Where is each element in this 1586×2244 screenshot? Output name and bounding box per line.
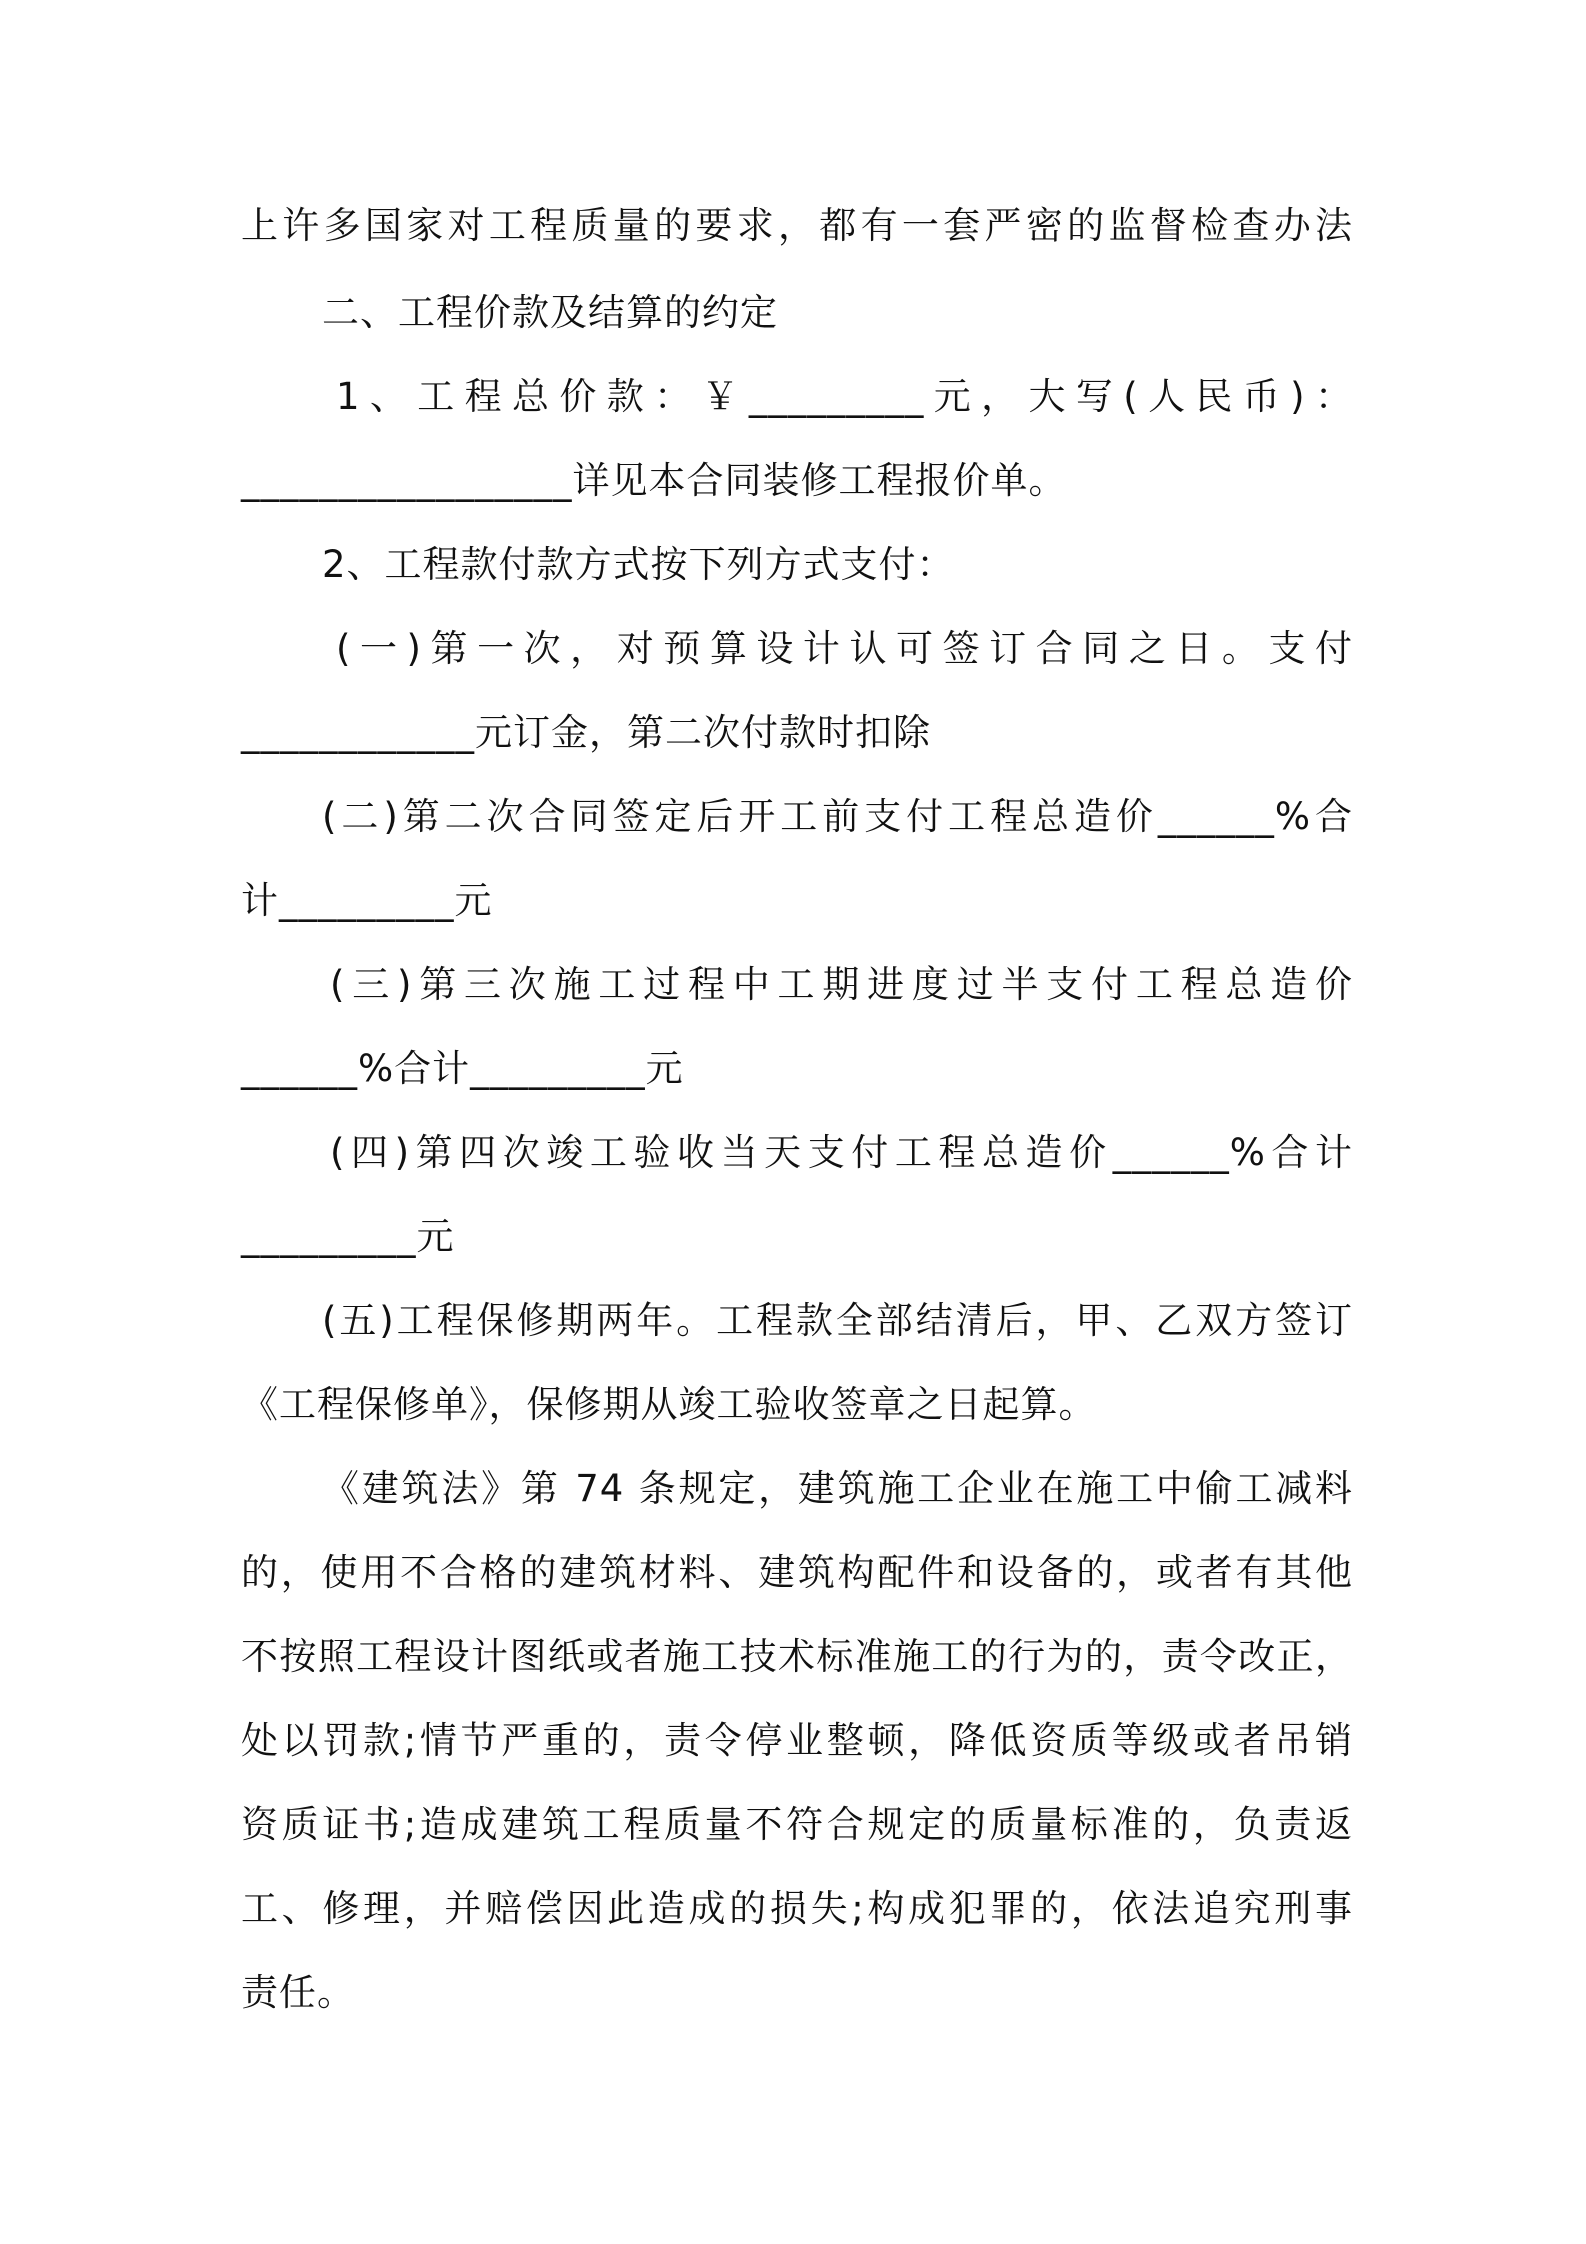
text-line-payment-4: (四)第四次竣工验收当天支付工程总造价______%合计: [330, 1131, 1353, 1174]
text-line-payment-3-cont: ______%合计_________元: [241, 1047, 684, 1090]
text-line-law-6: 工、修理，并赔偿因此造成的损失;构成犯罪的，依法追究刑事: [241, 1887, 1353, 1930]
text-line-law-5: 资质证书;造成建筑工程质量不符合规定的质量标准的，负责返: [241, 1803, 1353, 1846]
text-line-payment-4-cont: _________元: [241, 1215, 455, 1258]
text-line-law-2: 的，使用不合格的建筑材料、建筑构配件和设备的，或者有其他: [241, 1551, 1353, 1594]
text-line-warranty: (五)工程保修期两年。工程款全部结清后，甲、乙双方签订: [322, 1299, 1353, 1342]
text-line-payment-method: 2、工程款付款方式按下列方式支付：: [322, 543, 955, 586]
text-line-total-price: 1、工程总价款：￥_________元，大写(人民币)：: [336, 375, 1353, 418]
text-line-payment-1-cont: ____________元订金，第二次付款时扣除: [241, 711, 931, 754]
text-line-quote-reference: _________________详见本合同装修工程报价单。: [241, 459, 1067, 502]
text-line-warranty-cont: 《工程保修单》，保修期从竣工验收签章之日起算。: [241, 1383, 1097, 1426]
text-line-law-4: 处以罚款;情节严重的，责令停业整顿，降低资质等级或者吊销: [241, 1719, 1353, 1762]
text-line-law-1: 《建筑法》第 74 条规定，建筑施工企业在施工中偷工减料: [322, 1467, 1353, 1510]
text-line-law-3: 不按照工程设计图纸或者施工技术标准施工的行为的，责令改正，: [241, 1635, 1353, 1678]
text-line-1: 上许多国家对工程质量的要求，都有一套严密的监督检查办法: [241, 204, 1353, 247]
text-line-payment-1: (一)第一次，对预算设计认可签订合同之日。支付: [336, 627, 1353, 670]
text-line-payment-2-cont: 计_________元: [241, 879, 493, 922]
text-line-law-7: 责任。: [241, 1971, 355, 2014]
section-heading-pricing: 二、工程价款及结算的约定: [322, 291, 778, 334]
text-line-payment-3: (三)第三次施工过程中工期进度过半支付工程总造价: [330, 963, 1353, 1006]
text-line-payment-2: (二)第二次合同签定后开工前支付工程总造价______%合: [322, 795, 1353, 838]
